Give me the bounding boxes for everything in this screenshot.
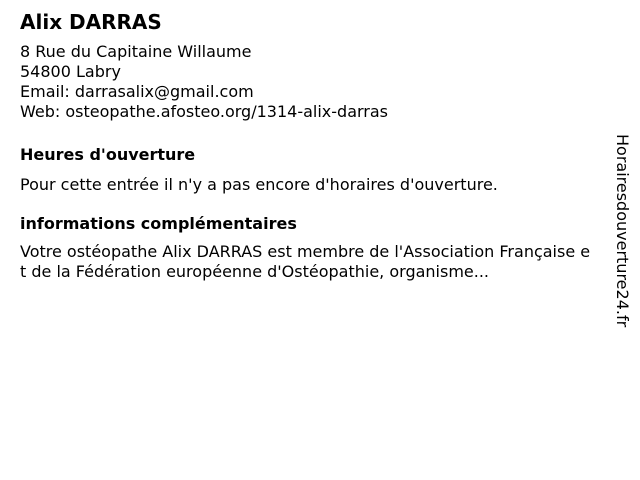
additional-info-text: Votre ostéopathe Alix DARRAS est membre de l'Association Française et de la Fédération européenne d'Ostéopathie, organisme... <box>20 242 591 281</box>
entry-card <box>20 10 600 282</box>
entry-name: Alix DARRAS <box>20 10 162 34</box>
city-postcode: 54800 Labry <box>20 62 121 81</box>
site-watermark: Horairesdouverture24.fr <box>613 134 632 328</box>
additional-info-heading: informations complémentaires <box>20 214 297 233</box>
opening-hours-text: Pour cette entrée il n'y a pas encore d'horaires d'ouverture. <box>20 175 498 194</box>
email-line: Email: darrasalix@gmail.com <box>20 82 254 101</box>
street-address: 8 Rue du Capitaine Willaume <box>20 42 252 61</box>
opening-hours-heading: Heures d'ouverture <box>20 145 196 164</box>
web-line: Web: osteopathe.afosteo.org/1314-alix-darras <box>20 102 389 121</box>
